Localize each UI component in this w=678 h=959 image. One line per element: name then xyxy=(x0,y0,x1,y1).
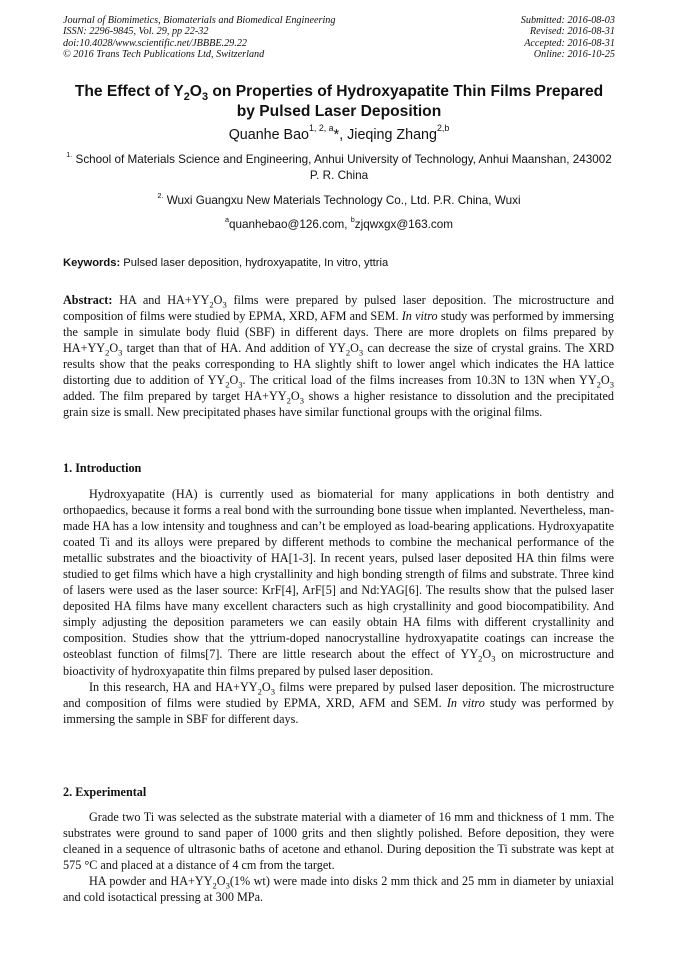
publication-dates xyxy=(521,15,615,61)
italic-term: In vitro xyxy=(446,695,485,710)
chem-formula: $Y_2O_3$ xyxy=(337,341,364,358)
text-run: study was performed by immersing the sample in simulate body fluid (SBF) in different days. There are more droplets on films prepared by HA+Y xyxy=(63,309,615,356)
text-run: can decrease the size of crystal grains. The XRD results show that the peaks corresponding to HA slightly shift to lower angel which indicates the HA lattice distorting due to addition of Y xyxy=(63,341,614,388)
paragraph: Grade two Ti was selected as the substrate material with a diameter of 16 mm and thickness of 1 mm. The substrates were ground to sand paper of 1000 grits and then slightly polished. Before deposition, they were cleaned in a sequence of ultrasonic baths of acetone and ethanol. During deposition the Ti substrate was kept at 575 °C and placed at a distance of 4 cm from the target. xyxy=(63,810,614,873)
text-run: shows a higher resistance to dissolution and the precipitated grain size is small. New precipitated phases have similar functional groups with the original films. xyxy=(63,389,614,420)
date-online: Online: 2016-10-25 xyxy=(533,49,615,61)
abstract xyxy=(63,292,614,420)
keywords xyxy=(63,256,615,270)
affiliation-mark: 1. xyxy=(66,149,73,159)
text-run: Hydroxyapatite (HA) is currently used as biomaterial for many applications in both dentistry and orthopaedics, because it forms a real bond with the surrounding bone tissue when implanted. Nevertheless, man-made HA has a low intensity and toughness and can’t be employed as load-bearing applications. Hydroxyapatite coated Ti and its alloys were prepared by different methods to combine the mechanical performance of the metallic substrates and the bioactivity of HA[1-3]. In recent years, pulsed laser deposited HA thin films were studied to get films which have a high crystallinity and high bonding strength of films and substrate. Three kind of lasers were used as the laser source: KrF[4], ArF[5] and Nd:YAG[6]. The results show that the pulsed laser deposited HA films have many excellent characters such as high crystallinity and good biocompatibility. And simply adjusting the deposition parameters we can easily obtain HA films with different crystallinity and composition. Studies show that the yttrium-doped nanocrystalline hydroxyapatite coatings can increase the osteoblast function of films[7]. There are little research about the effect of Y xyxy=(63,487,614,662)
text-run: HA and HA+Y xyxy=(112,293,201,307)
chem-formula: $Y_2O_3$ xyxy=(248,679,275,696)
chem-formula: $Y_2O_3$ xyxy=(277,389,304,406)
journal-name: Journal of Biomimetics, Biomaterials and Biomedical Engineering xyxy=(63,15,336,26)
paragraph xyxy=(63,486,614,679)
date-accepted: Accepted: 2016-08-31 xyxy=(524,37,615,49)
affiliation-text: Wuxi Guangxu New Materials Technology Co., Ltd. P.R. China, Wuxi xyxy=(163,194,521,207)
affiliation-2 xyxy=(60,190,618,209)
chem-formula: $Y_2O_3$ xyxy=(200,293,227,310)
chem-formula: $Y_2O_3$ xyxy=(216,373,243,390)
affiliation-text: School of Materials Science and Engineering, Anhui University of Technology, Anhui Maanshan, 243002 P. R. China xyxy=(72,153,612,182)
date-submitted: Submitted: 2016-08-03 xyxy=(520,15,615,26)
text-run: (1% wt) were made into disks 2 mm thick and 25 mm in diameter by uniaxial and cold isotactical pressing at 300 MPa. xyxy=(63,874,614,905)
journal-doi: doi:10.4028/www.scientific.net/JBBBE.29.22 xyxy=(63,37,248,49)
title-text: O xyxy=(189,83,202,100)
text-run: study was performed by immersing the sample in SBF for different days. xyxy=(63,695,614,726)
text-run: added. The film prepared by target HA+Y xyxy=(63,389,278,404)
text-run: target than that of HA. And addition of Y xyxy=(122,341,337,356)
author-affiliation-mark: 2,b xyxy=(436,123,450,134)
chem-formula: $Y_2O_3$ xyxy=(96,341,123,358)
author-list xyxy=(60,123,618,144)
chem-formula: $Y_2O_3$ xyxy=(203,874,230,891)
italic-term: In vitro xyxy=(401,309,438,324)
title-text: The Effect of Y xyxy=(74,83,184,100)
section-heading-introduction: 1. Introduction xyxy=(63,461,142,475)
introduction-body xyxy=(63,486,614,727)
paper-title xyxy=(60,82,618,122)
email-link[interactable]: zjqwxgx@163.com xyxy=(354,218,454,231)
text-run: films were prepared by pulsed laser deposition. The microstructure and composition of films were studied by EPMA, XRD, AFM and SEM. xyxy=(63,679,614,710)
title-subscript: 3 xyxy=(201,91,209,104)
title-line-1 xyxy=(60,82,618,102)
keywords-text: Pulsed laser deposition, hydroxyapatite, In vitro, yttria xyxy=(120,257,389,269)
author-emails xyxy=(60,214,618,233)
section-heading-experimental: 2. Experimental xyxy=(63,785,147,799)
email-link[interactable]: quanhebao@126.com, xyxy=(229,218,351,231)
email-mark: b xyxy=(350,214,355,224)
chem-formula: $Y_2O_3$ xyxy=(469,647,496,664)
text-run: on microstructure and bioactivity of hydroxyapatite thin films prepared by pulsed laser deposition. xyxy=(63,647,614,678)
date-revised: Revised: 2016-08-31 xyxy=(529,26,615,38)
text-run: HA powder and HA+Y xyxy=(89,874,204,889)
affiliation-1 xyxy=(60,149,618,184)
chem-formula: $Y_2O_3$ xyxy=(587,373,614,390)
paragraph xyxy=(63,873,614,905)
text-run: . The critical load of the films increases from 10.3N to 13N when Y xyxy=(242,373,588,388)
abstract-text xyxy=(63,292,614,420)
title-subscript: 2 xyxy=(183,91,190,104)
email-mark: a xyxy=(224,214,230,224)
experimental-body xyxy=(63,809,614,905)
abstract-label: Abstract: xyxy=(63,293,113,307)
title-line-2: by Pulsed Laser Deposition xyxy=(236,103,442,120)
journal-copyright: © 2016 Trans Tech Publications Ltd, Switzerland xyxy=(63,49,265,61)
paragraph xyxy=(63,679,614,727)
journal-issn: ISSN: 2296-9845, Vol. 29, pp 22-32 xyxy=(63,26,209,38)
corresponding-mark: *, xyxy=(333,127,348,143)
affiliation-mark: 2. xyxy=(157,190,164,200)
text-run: films were prepared by pulsed laser deposition. The microstructure and composition of films were studied by EPMA, XRD, AFM and SEM. xyxy=(63,293,614,324)
keywords-label: Keywords: xyxy=(63,257,121,269)
title-text: on Properties of Hydroxyapatite Thin Films Prepared xyxy=(208,83,604,100)
text-run: In this research, HA and HA+Y xyxy=(89,679,249,694)
author-name: Quanhe Bao xyxy=(228,127,309,143)
journal-info xyxy=(63,15,335,61)
author-affiliation-mark: 1, 2, a xyxy=(308,123,334,134)
author-name: Jieqing Zhang xyxy=(347,127,437,143)
